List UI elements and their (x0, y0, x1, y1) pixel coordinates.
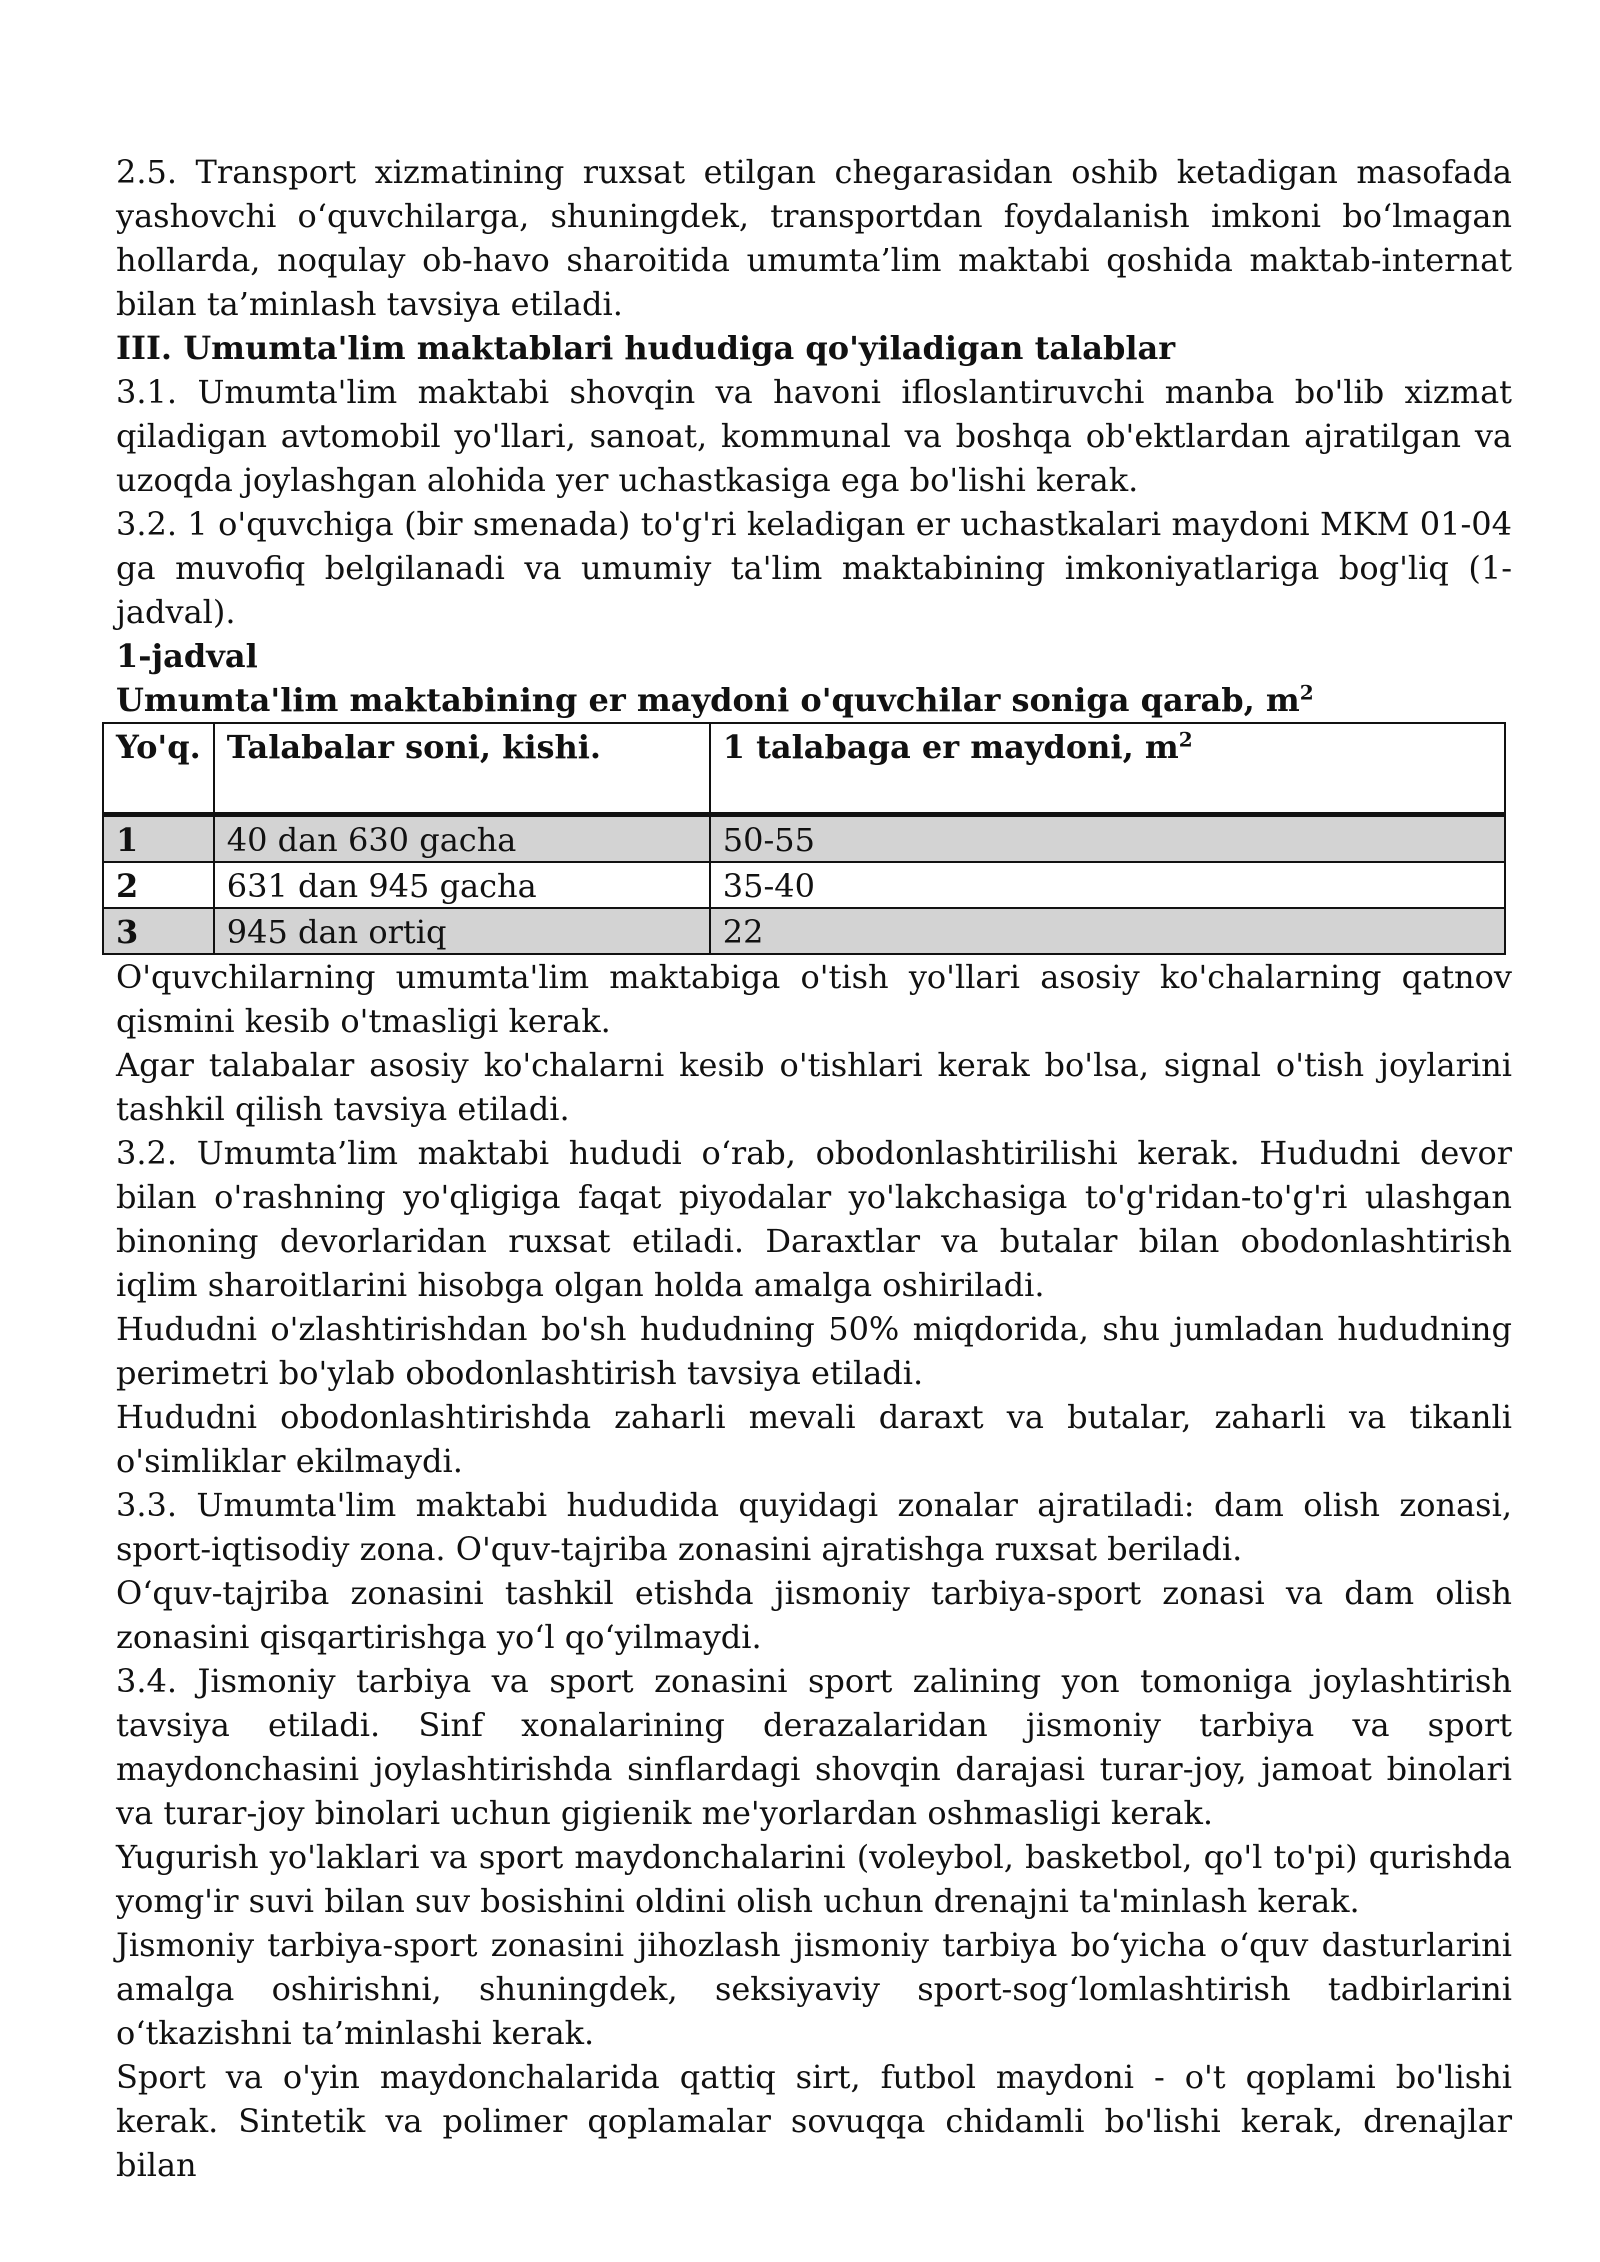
paragraph-sport-surface: Sport va o'yin maydonchalarida qattiq sirt, futbol maydoni - o't qoplami bo'lishi kerak. Sintetik va polimer qoplamalar sovuqqa chidamli bo'lishi kerak, drenajlar bilan (116, 2058, 1512, 2184)
header-area-superscript: 2 (1178, 727, 1193, 752)
row-area: 22 (710, 908, 1505, 954)
paragraph-equipment: Jismoniy tarbiya-sport zonasini jihozlash jismoniy tarbiya bo‘yicha o‘quv dasturlarini amalga oshirishni, shuningdek, seksiyaviy sport-sog‘lomlashtirish tadbirlarini o‘tkazishni ta’minlashi kerak. (116, 1926, 1512, 2052)
row-number: 1 (103, 815, 214, 863)
table-row (103, 862, 1505, 908)
paragraph-crossing-streets: O'quvchilarning umumta'lim maktabiga o'tish yo'llari asosiy ko'chalarning qatnov qismini kesib o'tmasligi kerak. (116, 958, 1512, 1040)
row-student-count: 945 dan ortiq (214, 908, 710, 954)
header-student-count: Talabalar soni, kishi. (214, 723, 710, 815)
paragraph-poisonous-plants: Hududni obodonlashtirishda zaharli mevali daraxt va butalar, zaharli va tikanli o'simliklar ekilmaydi. (116, 1398, 1512, 1480)
row-area: 50-55 (710, 815, 1505, 863)
table-caption (116, 678, 1512, 722)
paragraph-running-tracks: Yugurish yo'laklari va sport maydonchalarini (voleybol, basketbol, qo'l to'pi) qurishda yomg'ir suvi bilan suv bosishini oldini olish uchun drenajni ta'minlash kerak. (116, 1838, 1512, 1920)
section-heading: III. Umumta'lim maktablari hududiga qo'yiladigan talablar (116, 329, 1176, 367)
paragraph-training-zone: O‘quv-tajriba zonasini tashkil etishda jismoniy tarbiya-sport zonasi va dam olish zonasini qisqartirishga yo‘l qo‘yilmaydi. (116, 1574, 1512, 1656)
row-number: 3 (103, 908, 214, 954)
paragraph-3-2-fencing: 3.2. Umumta’lim maktabi hududi o‘rab, obodonlashtirilishi kerak. Hududni devor bilan o'rashning yo'qligiga faqat piyodalar yo'lakchasiga to'g'ridan-to'g'ri ulashgan binoning devorlaridan ruxsat etiladi. Daraxtlar va butalar bilan obodonlashtirish iqlim sharoitlarini hisobga olgan holda amalga oshiriladi. (116, 1134, 1512, 1304)
table-caption-superscript: 2 (1299, 680, 1314, 705)
header-area-per-student (710, 723, 1505, 815)
table-caption-text: Umumta'lim maktabining er maydoni o'quvchilar soniga qarab, m (116, 681, 1300, 719)
paragraph-signal-crossings: Agar talabalar asosiy ko'chalarni kesib o'tishlari kerak bo'lsa, signal o'tish joylarini tashkil qilish tavsiya etiladi. (116, 1046, 1512, 1128)
land-area-table (102, 722, 1506, 955)
paragraph-2-5: 2.5. Transport xizmatining ruxsat etilgan chegarasidan oshib ketadigan masofada yashovchi o‘quvchilarga, shuningdek, transportdan foydalanish imkoni bo‘lmagan hollarda, noqulay ob-havo sharoitida umumta’lim maktabi qoshida maktab-internat bilan ta’minlash tavsiya etiladi. (116, 153, 1512, 323)
row-area: 35-40 (710, 862, 1505, 908)
paragraph-3-4: 3.4. Jismoniy tarbiya va sport zonasini sport zalining yon tomoniga joylashtirish tavsiya etiladi. Sinf xonalarining derazalaridan jismoniy tarbiya va sport maydonchasini joylashtirishda sinflardagi shovqin darajasi turar-joy, jamoat binolari va turar-joy binolari uchun gigienik me'yorlardan oshmasligi kerak. (116, 1662, 1512, 1832)
row-number: 2 (103, 862, 214, 908)
row-student-count: 631 dan 945 gacha (214, 862, 710, 908)
paragraph-landscaping-50: Hududni o'zlashtirishdan bo'sh hududning 50% miqdorida, shu jumladan hududning perimetri bo'ylab obodonlashtirish tavsiya etiladi. (116, 1310, 1512, 1392)
paragraph-3-3: 3.3. Umumta'lim maktabi hududida quyidagi zonalar ajratiladi: dam olish zonasi, sport-iqtisodiy zona. O'quv-tajriba zonasini ajratishga ruxsat beriladi. (116, 1486, 1512, 1568)
header-area-text: 1 talabaga er maydoni, m (722, 728, 1179, 766)
paragraph-3-1: 3.1. Umumta'lim maktabi shovqin va havoni ifloslantiruvchi manba bo'lib xizmat qiladigan avtomobil yo'llari, sanoat, kommunal va boshqa ob'ektlardan ajratilgan va uzoqda joylashgan alohida yer uchastkasiga ega bo'lishi kerak. (116, 373, 1512, 499)
table-row (103, 815, 1505, 863)
row-student-count: 40 dan 630 gacha (214, 815, 710, 863)
table-label: 1-jadval (116, 637, 258, 675)
table-header-row (103, 723, 1505, 815)
document-page (116, 150, 1512, 2187)
table-row (103, 908, 1505, 954)
header-number: Yo'q. (103, 723, 214, 815)
paragraph-3-2-land-area: 3.2. 1 o'quvchiga (bir smenada) to'g'ri keladigan er uchastkalari maydoni MKM 01-04 ga muvofiq belgilanadi va umumiy ta'lim maktabining imkoniyatlariga bog'liq (1-jadval). (116, 505, 1512, 631)
